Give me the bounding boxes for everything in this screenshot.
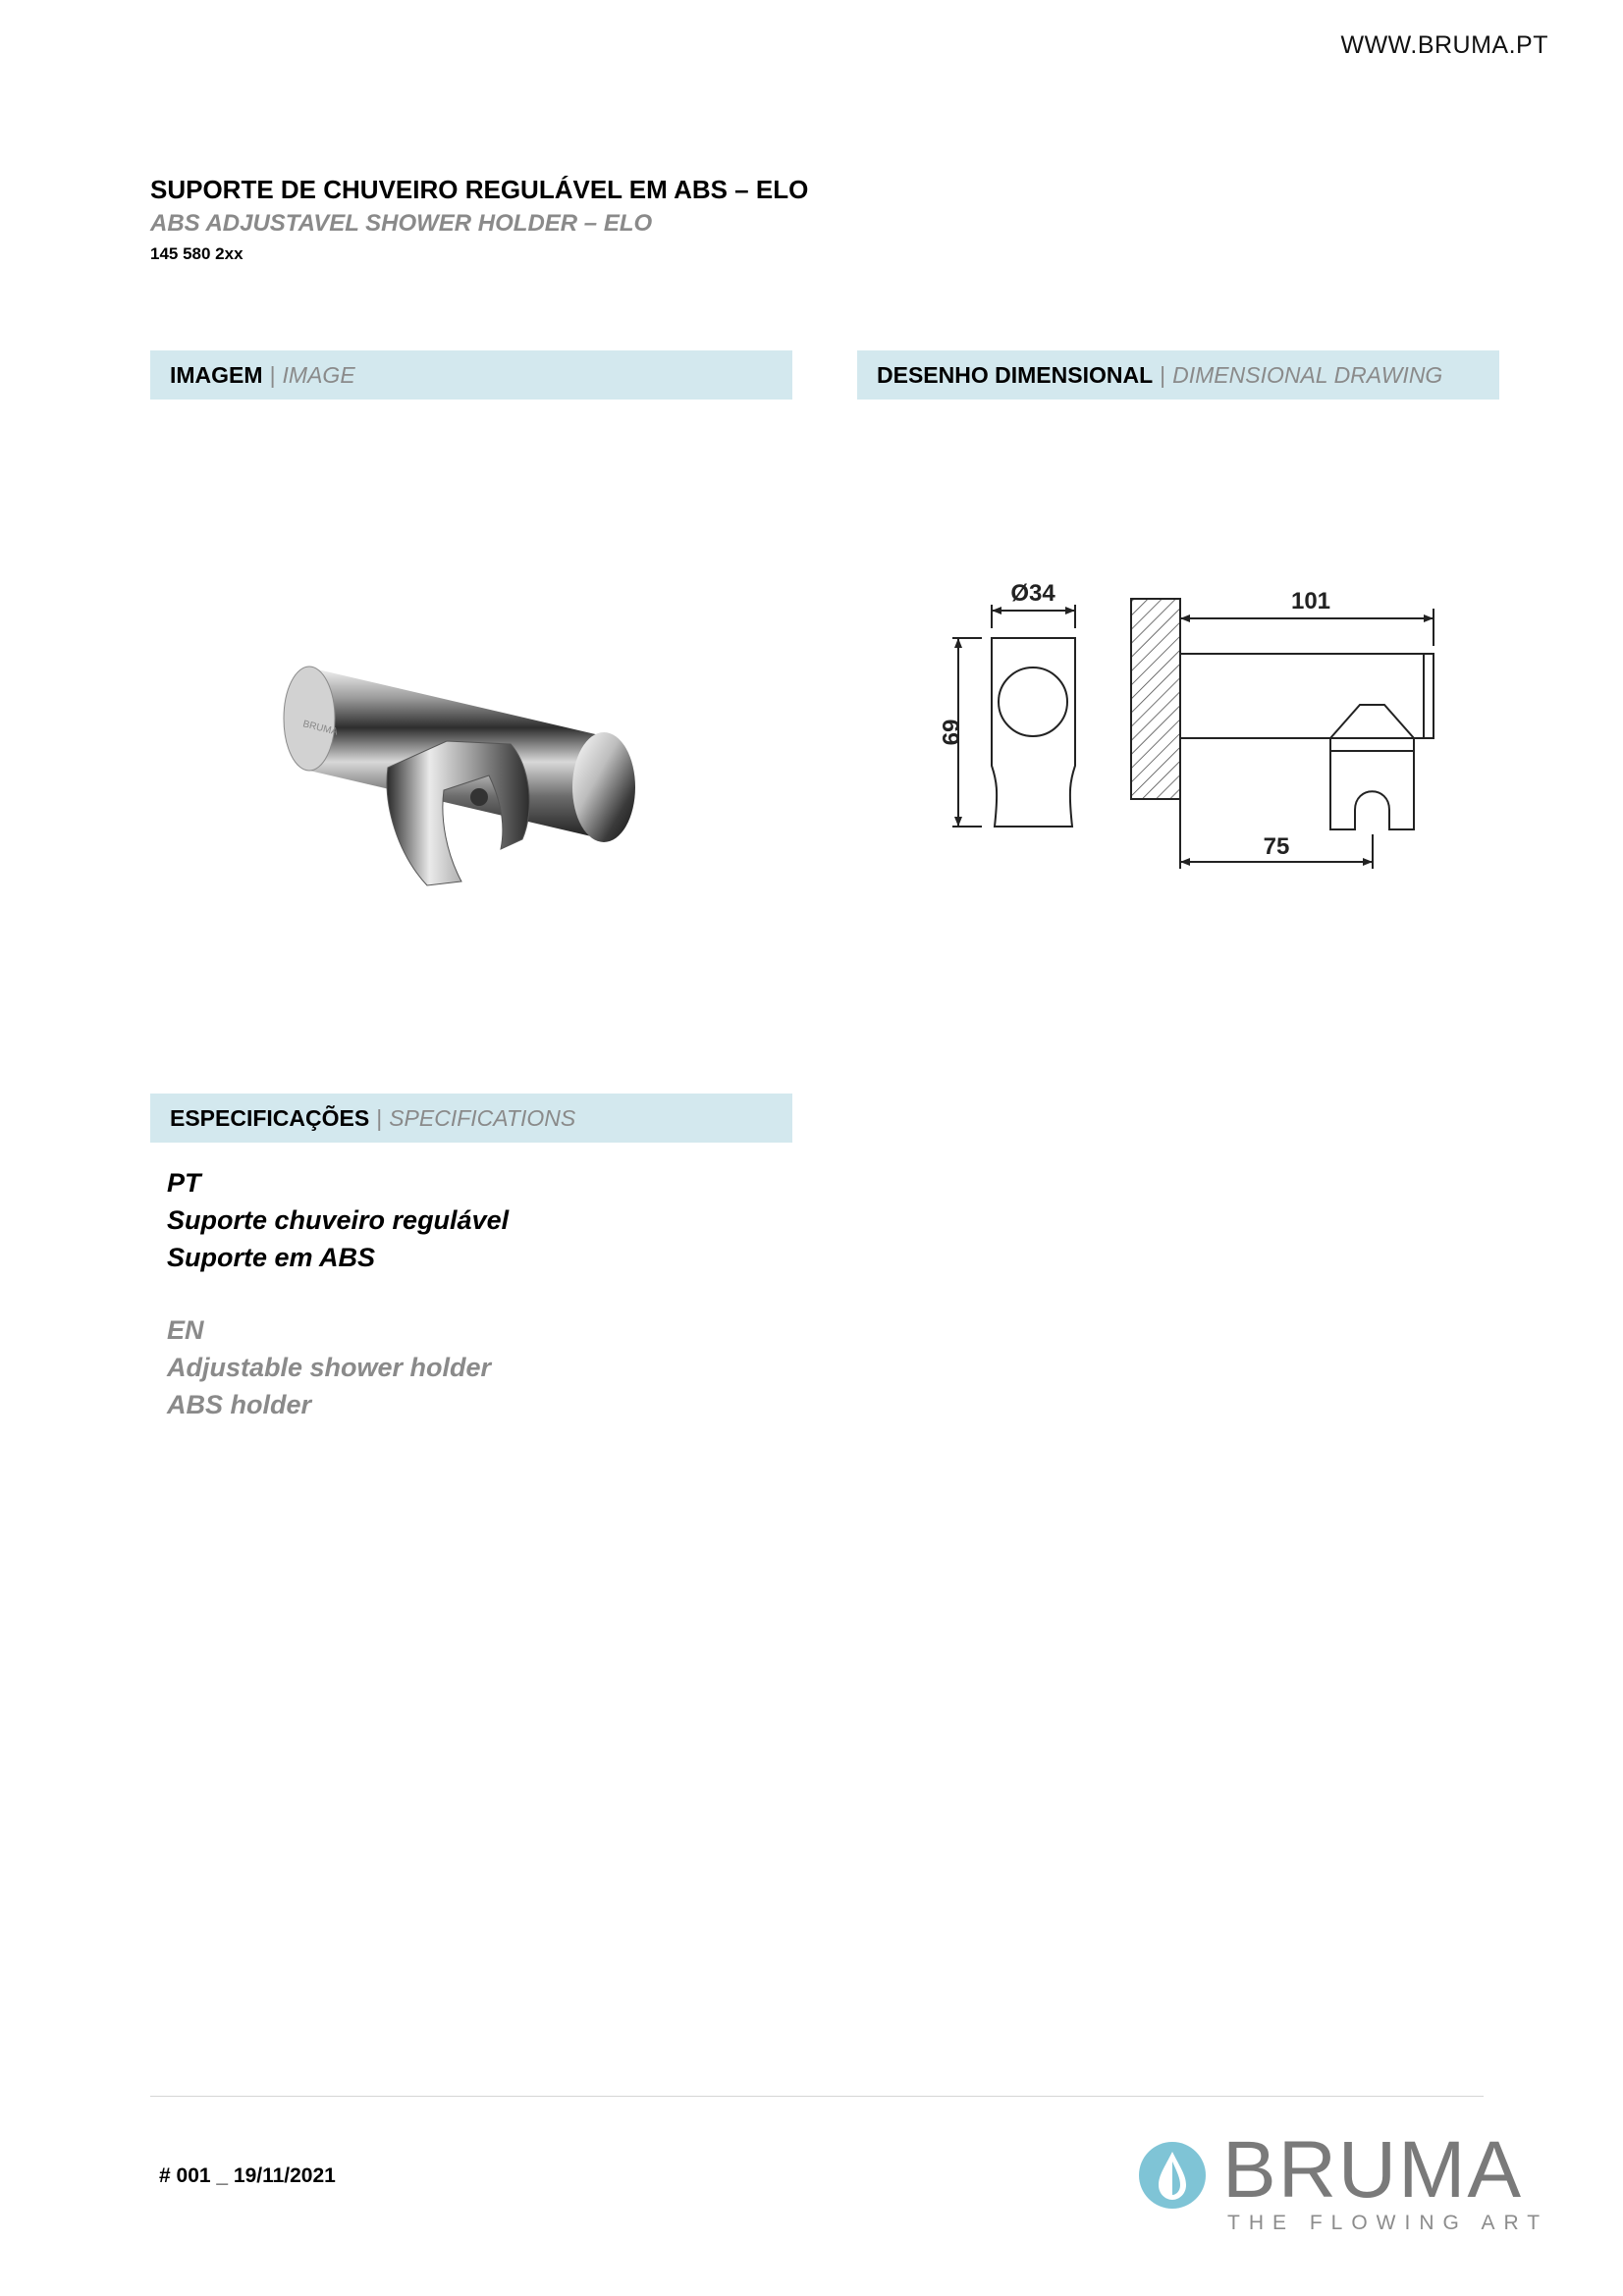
spec-line: Suporte em ABS [167, 1243, 376, 1272]
specs-en [167, 1311, 491, 1423]
specs-pt [167, 1164, 509, 1276]
logo-drop-icon [1137, 2140, 1208, 2211]
dim-diameter: Ø34 [1010, 580, 1055, 607]
spec-line: Suporte chuveiro regulável [167, 1205, 510, 1235]
product-brand-mark: BRUMA [301, 719, 339, 738]
section-header-drawing [857, 350, 1499, 400]
holder-end-cap [572, 732, 635, 842]
specs-lang-en: EN [167, 1315, 204, 1345]
product-code: 145 580 2xx [150, 244, 243, 263]
spec-line: ABS holder [167, 1390, 312, 1419]
product-title: SUPORTE DE CHUVEIRO REGULÁVEL EM ABS – ELO [150, 175, 809, 204]
front-view-arrows [954, 607, 1075, 827]
pivot-screw [470, 788, 488, 806]
section-label-pt: IMAGEM [170, 361, 263, 388]
wall-section [1131, 599, 1180, 799]
dim-length: 101 [1290, 588, 1331, 614]
spec-line: Adjustable shower holder [167, 1353, 492, 1382]
section-label-en: SPECIFICATIONS [389, 1104, 576, 1131]
logo-tagline: THE FLOWING ART [1227, 2212, 1549, 2234]
section-separator: | [1160, 361, 1166, 388]
section-label-en: IMAGE [282, 361, 355, 388]
side-view [1131, 599, 1434, 869]
section-header-image [150, 350, 792, 400]
front-view [952, 605, 1075, 827]
logo-wordmark: BRUMA [1222, 2125, 1524, 2215]
section-separator: | [376, 1104, 383, 1131]
section-label-pt: DESENHO DIMENSIONAL [877, 361, 1154, 388]
product-image [265, 628, 677, 903]
dim-depth: 75 [1263, 833, 1290, 860]
section-label-en: DIMENSIONAL DRAWING [1172, 361, 1443, 388]
holder-clip [387, 741, 529, 885]
dimensional-drawing [913, 569, 1463, 883]
section-separator: | [269, 361, 276, 388]
footer-divider [150, 2096, 1484, 2097]
dim-height: 69 [937, 719, 963, 746]
holder-rear-end [284, 667, 335, 771]
product-subtitle: ABS ADJUSTAVEL SHOWER HOLDER – ELO [150, 210, 653, 237]
specs-lang-pt: PT [167, 1168, 201, 1198]
section-header-specifications [150, 1094, 792, 1143]
document-number: # 001 _ 19/11/2021 [159, 2164, 336, 2187]
section-label-pt: ESPECIFICAÇÕES [170, 1104, 370, 1131]
website-url[interactable]: WWW.BRUMA.PT [1340, 31, 1548, 59]
